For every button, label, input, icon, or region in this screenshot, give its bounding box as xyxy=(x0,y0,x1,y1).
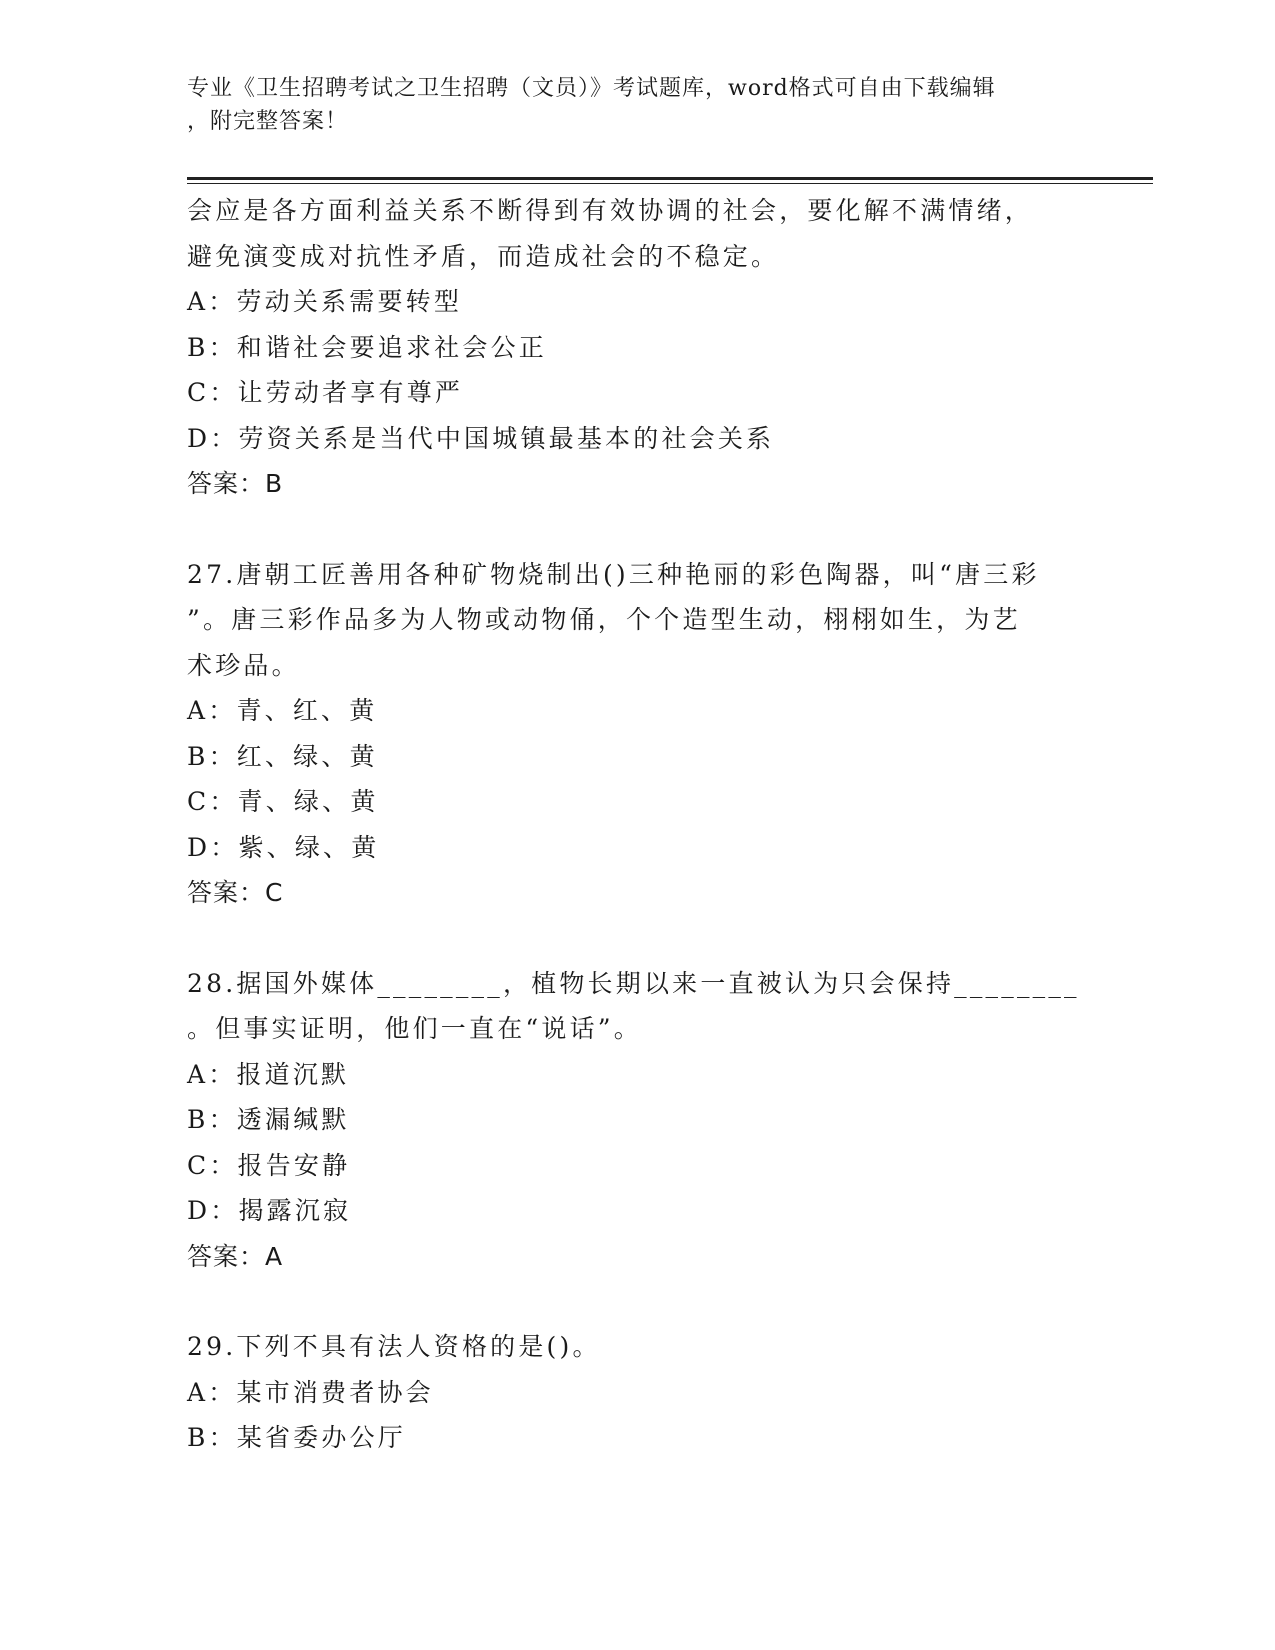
header-line-2: ，附完整答案！ xyxy=(187,109,349,134)
option-b: B：透漏缄默 xyxy=(187,1105,350,1134)
question-text-line: 27.唐朝工匠善用各种矿物烧制出()三种艳丽的彩色陶器，叫“唐三彩 xyxy=(187,559,1040,589)
question-27 xyxy=(187,552,1087,916)
header-divider-thin xyxy=(187,183,1153,184)
option-b: B：红、绿、黄 xyxy=(187,741,378,771)
document-body xyxy=(187,188,1087,1461)
question-text-line: ”。唐三彩作品多为人物或动物俑，个个造型生动，栩栩如生，为艺 xyxy=(187,605,1021,634)
question-26 xyxy=(187,188,1087,507)
question-29 xyxy=(187,1324,1087,1461)
header-divider-thick xyxy=(187,177,1153,180)
question-text-line: 术珍品。 xyxy=(187,650,300,680)
option-c: C：青、绿、黄 xyxy=(187,787,379,816)
option-a: A：报道沉默 xyxy=(187,1059,350,1089)
option-b: B：某省委办公厅 xyxy=(187,1423,406,1452)
option-a: A：青、红、黄 xyxy=(187,696,378,725)
option-a: A：某市消费者协会 xyxy=(187,1377,434,1407)
option-a: A：劳动关系需要转型 xyxy=(187,287,463,316)
option-d: D：劳资关系是当代中国城镇最基本的社会关系 xyxy=(187,423,775,453)
question-text-line: 避免演变成对抗性矛盾，而造成社会的不稳定。 xyxy=(187,241,780,271)
answer: 答案：B xyxy=(187,469,284,498)
answer: 答案：C xyxy=(187,878,284,907)
question-text-line: 。但事实证明，他们一直在“说话”。 xyxy=(187,1014,642,1043)
question-text-line: 会应是各方面利益关系不断得到有效协调的社会，要化解不满情绪， xyxy=(187,196,1034,225)
question-28 xyxy=(187,961,1087,1280)
option-d: D：揭露沉寂 xyxy=(187,1196,352,1225)
option-b: B：和谐社会要追求社会公正 xyxy=(187,332,547,362)
option-c: C：报告安静 xyxy=(187,1150,351,1180)
question-text-line: 28.据国外媒体________，植物长期以来一直被认为只会保持________ xyxy=(187,968,1080,998)
header-line-1: 专业《卫生招聘考试之卫生招聘（文员）》考试题库，word格式可自由下载编辑 xyxy=(187,76,996,101)
answer: 答案：A xyxy=(187,1241,284,1271)
document-header xyxy=(187,72,1067,138)
option-c: C：让劳动者享有尊严 xyxy=(187,378,464,407)
question-text-line: 29.下列不具有法人资格的是()。 xyxy=(187,1332,601,1361)
option-d: D：紫、绿、黄 xyxy=(187,832,380,862)
